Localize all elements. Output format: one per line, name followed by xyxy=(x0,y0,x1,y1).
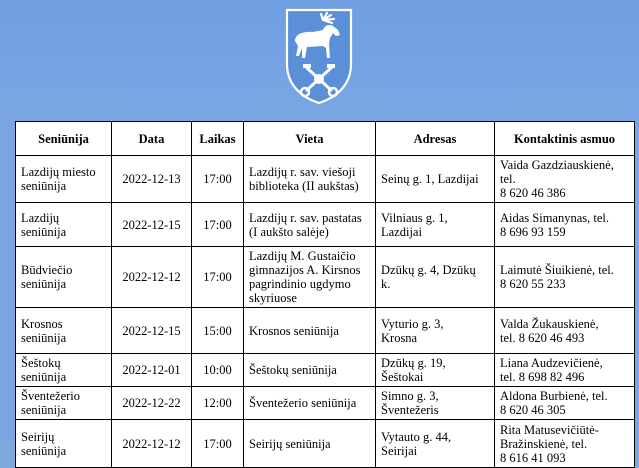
cell-adresas-line: Vyturio g. 3, xyxy=(381,316,444,331)
cell-seniunija xyxy=(16,203,112,247)
table-row xyxy=(16,203,635,247)
table-row xyxy=(16,156,635,203)
cell-seniunija-line: Lazdijų miesto xyxy=(21,165,96,179)
meeting-schedule-table xyxy=(15,121,635,468)
cell-vieta-line: pagrindinio ugdymo xyxy=(249,277,351,291)
cell-kontaktinis-asmuo-line: Liana Audzevičienė, xyxy=(500,356,603,370)
cell-seniunija xyxy=(16,156,112,203)
cell-seniunija-line: seniūnija xyxy=(21,224,67,239)
cell-adresas xyxy=(376,203,495,247)
cell-vieta-line: biblioteka (II aukštas) xyxy=(249,179,359,193)
cell-kontaktinis-asmuo xyxy=(495,354,635,387)
cell-laikas: 17:00 xyxy=(192,420,244,468)
cell-laikas: 15:00 xyxy=(192,308,244,354)
cell-seniunija-line: Šventežerio xyxy=(21,389,81,403)
column-header-vieta: Vieta xyxy=(244,122,376,156)
cell-data: 2022-12-22 xyxy=(112,387,192,420)
cell-kontaktinis-asmuo-line: 8 696 93 159 xyxy=(500,224,566,239)
cell-seniunija-line: seniūnija xyxy=(21,330,67,345)
cell-adresas-line: k. xyxy=(381,277,391,291)
cell-kontaktinis-asmuo-line: 8 620 46 386 xyxy=(500,186,566,200)
cell-adresas-line: Lazdijai xyxy=(381,224,422,239)
column-header-adresas: Adresas xyxy=(376,122,495,156)
cell-laikas: 10:00 xyxy=(192,354,244,387)
cell-kontaktinis-asmuo xyxy=(495,203,635,247)
cell-kontaktinis-asmuo-line: Valda Žukauskienė, xyxy=(500,316,599,331)
cell-seniunija-line: seniūnija xyxy=(21,179,67,193)
cell-kontaktinis-asmuo-line: 8 620 46 305 xyxy=(500,403,566,417)
table-row xyxy=(16,308,635,354)
cell-kontaktinis-asmuo xyxy=(495,156,635,203)
table-row xyxy=(16,420,635,468)
cell-data: 2022-12-15 xyxy=(112,203,192,247)
cell-vieta xyxy=(244,420,376,468)
cell-kontaktinis-asmuo-line: Aidas Simanynas, tel. xyxy=(500,210,610,225)
cell-seniunija-line: seniūnija xyxy=(21,277,67,291)
cell-vieta-line: skyriuose xyxy=(249,291,297,305)
cell-vieta-line: Lazdijų r. sav. viešoji xyxy=(249,165,356,179)
cell-kontaktinis-asmuo-line: Rita Matusevičiūtė- xyxy=(500,422,599,437)
cell-seniunija-line: Šeštokų xyxy=(21,356,61,370)
cell-kontaktinis-asmuo-line: Bražinskienė, tel. xyxy=(500,436,588,451)
cell-vieta-line: Šventežerio seniūnija xyxy=(249,396,357,410)
cell-kontaktinis-asmuo-line: 8 620 55 233 xyxy=(500,277,566,291)
cell-vieta-line: Krosnos seniūnija xyxy=(249,323,339,338)
cell-seniunija-line: Lazdijų xyxy=(21,210,60,225)
cell-data: 2022-12-12 xyxy=(112,420,192,468)
cell-adresas-line: Šventežeris xyxy=(381,403,439,417)
cell-adresas-line: Seirijai xyxy=(381,443,418,458)
cell-vieta xyxy=(244,387,376,420)
cell-vieta-line: Lazdijų M. Gustaičio xyxy=(249,249,356,263)
cell-vieta-line: Lazdijų r. sav. pastatas xyxy=(249,210,362,225)
cell-kontaktinis-asmuo xyxy=(495,308,635,354)
cell-adresas-line: Seinų g. 1, Lazdijai xyxy=(381,172,479,186)
cell-seniunija xyxy=(16,420,112,468)
cell-kontaktinis-asmuo-line: Vaida Gazdziauskienė, xyxy=(500,158,614,172)
cell-data: 2022-12-12 xyxy=(112,247,192,308)
cell-laikas: 17:00 xyxy=(192,156,244,203)
cell-data: 2022-12-15 xyxy=(112,308,192,354)
cell-vieta xyxy=(244,156,376,203)
cell-vieta xyxy=(244,247,376,308)
cell-kontaktinis-asmuo-line: tel. 8 620 46 493 xyxy=(500,330,585,345)
cell-adresas-line: Krosna xyxy=(381,330,418,345)
cell-adresas xyxy=(376,354,495,387)
cell-kontaktinis-asmuo xyxy=(495,420,635,468)
cell-vieta-line: gimnazijos A. Kirsnos xyxy=(249,263,361,277)
cell-laikas: 12:00 xyxy=(192,387,244,420)
cell-seniunija-line: Būdviečio xyxy=(21,263,73,277)
table-body xyxy=(16,156,635,468)
column-header-seniunija: Seniūnija xyxy=(16,122,112,156)
cell-laikas: 17:00 xyxy=(192,247,244,308)
cell-adresas-line: Dzūkų g. 19, xyxy=(381,356,446,370)
cell-kontaktinis-asmuo-line: Laimutė Šiuikienė, tel. xyxy=(500,263,614,277)
table-row xyxy=(16,387,635,420)
cell-kontaktinis-asmuo xyxy=(495,247,635,308)
cell-adresas xyxy=(376,156,495,203)
cell-adresas-line: Dzūkų g. 4, Dzūkų xyxy=(381,263,476,277)
cell-kontaktinis-asmuo xyxy=(495,387,635,420)
cell-kontaktinis-asmuo-line: Aldona Burbienė, tel. xyxy=(500,389,608,403)
cell-seniunija-line: seniūnija xyxy=(21,403,67,417)
cell-seniunija-line: seniūnija xyxy=(21,370,67,384)
cell-vieta xyxy=(244,308,376,354)
cell-seniunija xyxy=(16,354,112,387)
cell-adresas-line: Šeštokai xyxy=(381,370,424,384)
table-header-row xyxy=(16,122,635,156)
cell-adresas xyxy=(376,420,495,468)
cell-seniunija-line: Seirijų xyxy=(21,429,55,444)
cell-kontaktinis-asmuo-line: tel. xyxy=(500,172,516,186)
cell-adresas xyxy=(376,247,495,308)
cell-kontaktinis-asmuo-line: 8 616 41 093 xyxy=(500,450,566,465)
cell-vieta xyxy=(244,354,376,387)
cell-adresas-line: Vytauto g. 44, xyxy=(381,429,452,444)
cell-seniunija xyxy=(16,308,112,354)
cell-adresas-line: Vilniaus g. 1, xyxy=(381,210,448,225)
cell-data: 2022-12-01 xyxy=(112,354,192,387)
moose-keys-coat-of-arms-icon xyxy=(283,6,355,106)
cell-adresas-line: Simno g. 3, xyxy=(381,389,439,403)
cell-seniunija-line: seniūnija xyxy=(21,443,67,458)
table-row xyxy=(16,354,635,387)
cell-vieta-line: (I aukšto salėje) xyxy=(249,224,329,239)
cell-vieta xyxy=(244,203,376,247)
cell-adresas xyxy=(376,387,495,420)
cell-seniunija xyxy=(16,247,112,308)
table-row xyxy=(16,247,635,308)
cell-vieta-line: Šeštokų seniūnija xyxy=(249,363,337,377)
cell-seniunija xyxy=(16,387,112,420)
cell-adresas xyxy=(376,308,495,354)
column-header-data: Data xyxy=(112,122,192,156)
cell-seniunija-line: Krosnos xyxy=(21,316,63,331)
cell-vieta-line: Seirijų seniūnija xyxy=(249,436,331,451)
cell-kontaktinis-asmuo-line: tel. 8 698 82 496 xyxy=(500,370,585,384)
cell-laikas: 17:00 xyxy=(192,203,244,247)
column-header-laikas: Laikas xyxy=(192,122,244,156)
cell-data: 2022-12-13 xyxy=(112,156,192,203)
column-header-kontaktinis-asmuo: Kontaktinis asmuo xyxy=(495,122,635,156)
